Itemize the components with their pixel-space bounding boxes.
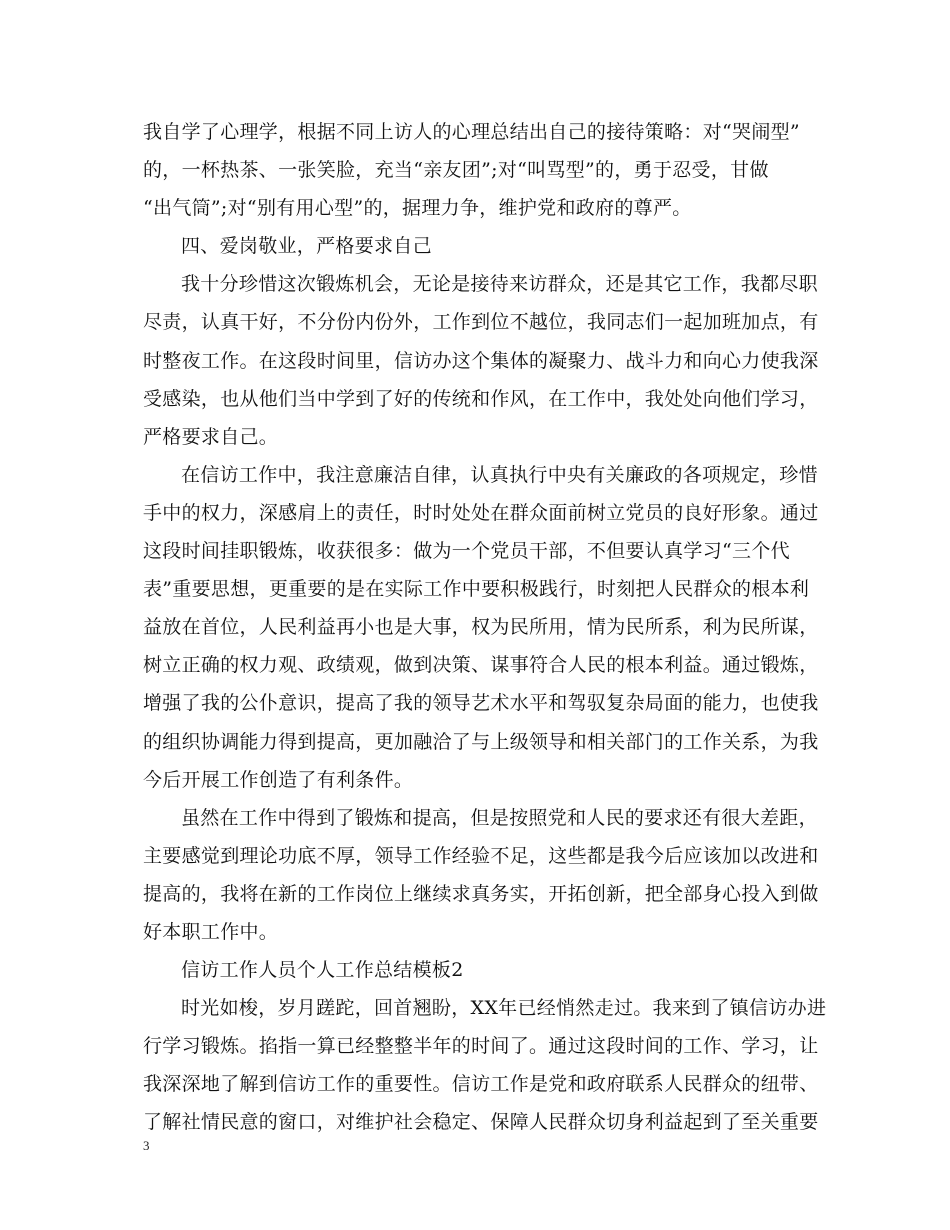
text-line: 我十分珍惜这次锻炼机会，无论是接待来访群众，还是其它工作，我都尽职: [181, 273, 818, 296]
text-line: 了解社情民意的窗口，对维护社会稳定、保障人民群众切身利益起到了至关重要: [143, 1111, 819, 1134]
text-line: 今后开展工作创造了有利条件。: [143, 768, 414, 791]
text-line: 增强了我的公仆意识，提高了我的领导艺术水平和驾驭复杂局面的能力，也使我: [143, 692, 819, 715]
text-line: 的，一杯热茶、一张笑脸，充当“亲友团”;对“叫骂型”的，勇于忍受，甘做: [143, 159, 769, 182]
text-line: 严格要求自己。: [143, 425, 279, 448]
text-line: 我自学了心理学，根据不同上访人的心理总结出自己的接待策略：对“哭闹型”: [143, 121, 800, 143]
text-line: 手中的权力，深感肩上的责任，时时处处在群众面前树立党员的良好形象。通过: [143, 501, 819, 524]
text-line: 这段时间挂职锻炼，收获很多：做为一个党员干部，不但要认真学习“三个代: [143, 540, 790, 563]
text-line: 表”重要思想，更重要的是在实际工作中要积极践行，时刻把人民群众的根本利: [143, 578, 810, 601]
text-line: 尽责，认真干好，不分份内份外，工作到位不越位，我同志们一起加班加点，有: [143, 311, 819, 334]
text-line: 树立正确的权力观、政绩观，做到决策、谋事符合人民的根本利益。通过锻炼，: [143, 654, 819, 677]
text-line: 主要感觉到理论功底不厚，领导工作经验不足，这些都是我今后应该加以改进和: [143, 844, 819, 867]
text-line: 信访工作人员个人工作总结模板2: [181, 959, 464, 982]
text-line: 时光如梭，岁月蹉跎，回首翘盼，XX年已经悄然走过。我来到了镇信访办进: [181, 997, 827, 1020]
text-line: 益放在首位，人民利益再小也是大事，权为民所用，情为民所系，利为民所谋，: [143, 616, 819, 639]
text-line: 我深深地了解到信访工作的重要性。信访工作是党和政府联系人民群众的纽带、: [143, 1073, 819, 1096]
text-line: 受感染，也从他们当中学到了好的传统和作风，在工作中，我处处向他们学习，: [143, 387, 819, 410]
text-line: 在信访工作中，我注意廉洁自律，认真执行中央有关廉政的各项规定，珍惜: [181, 463, 818, 486]
text-line: 虽然在工作中得到了锻炼和提高，但是按照党和人民的要求还有很大差距，: [181, 806, 818, 829]
page-number: 3: [143, 1138, 150, 1153]
text-line: 四、爱岗敬业，严格要求自己: [181, 235, 432, 258]
text-line: 的组织协调能力得到提高，更加融洽了与上级领导和相关部门的工作关系，为我: [143, 730, 819, 753]
text-line: 提高的，我将在新的工作岗位上继续求真务实，开拓创新，把全部身心投入到做: [143, 882, 819, 905]
text-line: 时整夜工作。在这段时间里，信访办这个集体的凝聚力、战斗力和向心力使我深: [143, 349, 819, 372]
document-body: [143, 113, 827, 1142]
text-line: “出气筒”;对“别有用心型”的，据理力争，维护党和政府的尊严。: [143, 197, 692, 220]
text-line: 行学习锻炼。掐指一算已经整整半年的时间了。通过这段时间的工作、学习，让: [143, 1035, 819, 1058]
text-line: 好本职工作中。: [143, 920, 279, 943]
